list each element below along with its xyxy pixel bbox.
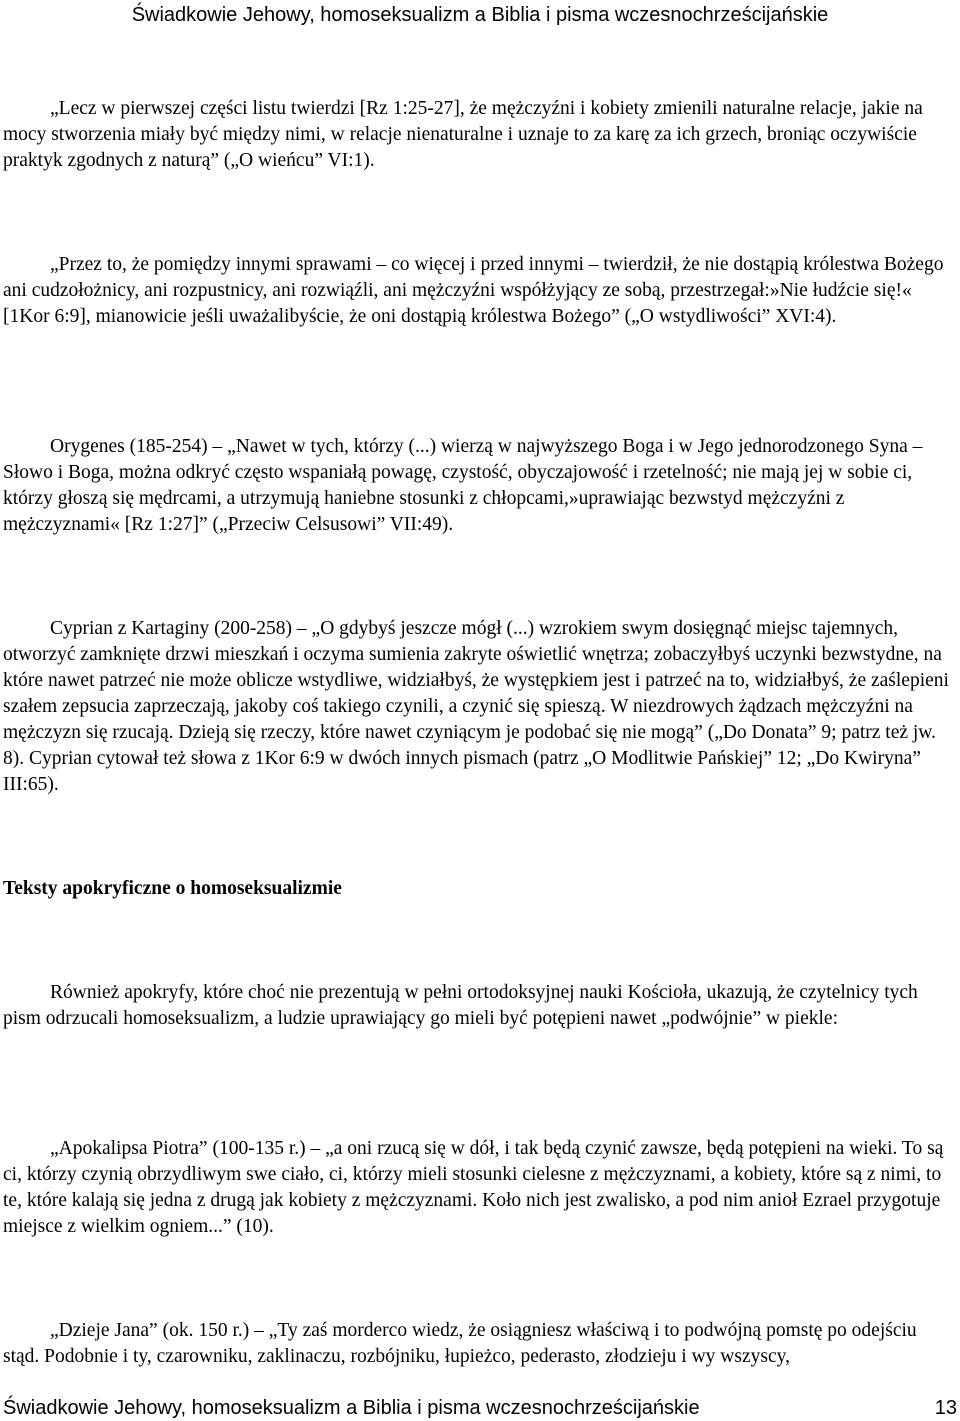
paragraph-apocalypse-of-peter: [3, 1136, 957, 1240]
paragraph-tertullian-wreath: [3, 96, 957, 174]
paragraph-tertullian-modesty: [3, 252, 957, 330]
running-footer: [0, 1395, 960, 1421]
paragraph-origen: [3, 434, 957, 538]
paragraph-text: „Lecz w pierwszej części listu twierdzi [Rz 1:25-27], że mężczyźni i kobiety zmienili naturalne relacje, jakie na mocy stworzenia miały być między nimi, w relacje nienaturalne i uznaje to za karę za ich grzech, broniąc oczywiście praktyk zgodnych z naturą” („O wieńcu” VI:1).: [3, 98, 923, 171]
paragraph-text: „Apokalipsa Piotra” (100-135 r.) – „a oni rzucą się w dół, i tak będą czynić zawsze, będą potępieni na wieki. To są ci, którzy czynią obrzydliwym swe ciało, ci, którzy mieli stosunki cielesne z mężczyznami, a kobiety, które są z nimi, to te, które kalają się jedna z drugą jak kobiety z mężczyznami. Koło nich jest zwalisko, a pod nim anioł Ezrael przygotuje miejsce z wielkim ogniem...” (10).: [3, 1138, 944, 1237]
paragraph-acts-of-john: [3, 1318, 957, 1370]
running-header: Świadkowie Jehowy, homoseksualizm a Biblia i pisma wczesnochrześcijańskie: [131, 4, 829, 26]
paragraph-apocrypha-intro: [3, 980, 957, 1032]
paragraph-cyprian: [3, 616, 957, 798]
paragraph-text: Cyprian z Kartaginy (200-258) – „O gdybyś jeszcze mógł (...) wzrokiem swym dosięgnąć miejsc tajemnych, otworzyć zamknięte drzwi mieszkań i oczyma sumienia zakryte oświetlić wnętrza; zobaczyłbyś uczynki bezwstydne, na które nawet patrzeć nie może oblicze wstydliwe, widziałbyś, że występkiem jest i patrzeć na to, widziałbyś, że zaślepieni szałem zepsucia zaprzeczają, jakoby coś takiego czynili, a czynić się spieszą. W niezdrowych żądzach mężczyźni na mężczyzn się rzucają. Dzieją się rzeczy, które nawet czyniącym je podobać się nie mogą” („Do Donata” 9; patrz też jw. 8). Cyprian cytował też słowa z 1Kor 6:9 w dwóch innych pismach (patrz „O Modlitwie Pańskiej” 12; „Do Kwiryna” III:65).: [3, 618, 949, 795]
paragraph-text: Orygenes (185-254) – „Nawet w tych, którzy (...) wierzą w najwyższego Boga i w Jego jednorodzonego Syna – Słowo i Boga, można odkryć często wspaniałą powagę, czystość, obyczajowość i rzetelność; nie mają jej w sobie ci, którzy głoszą się mędrcami, a utrzymują haniebne stosunki z chłopcami,»uprawiając bezwstyd mężczyźni z mężczyznami« [Rz 1:27]” („Przeciw Celsusowi” VII:49).: [3, 436, 923, 535]
footer-title: Świadkowie Jehowy, homoseksualizm a Biblia i pisma wczesnochrześcijańskie: [3, 1397, 700, 1419]
paragraph-text: „Dzieje Jana” (ok. 150 r.) – „Ty zaś morderco wiedz, że osiągniesz właściwą i to podwójną pomstę po odejściu stąd. Podobnie i ty, czarowniku, zaklinaczu, rozbójniku, łupieżco, pederasto, złodzieju i wy wszyscy,: [3, 1320, 917, 1367]
page-number: 13: [934, 1397, 957, 1419]
paragraph-text: Również apokryfy, które choć nie prezentują w pełni ortodoksyjnej nauki Kościoła, ukazują, że czytelnicy tych pism odrzucali homoseksualizm, a ludzie uprawiający go mieli być potępieni nawet „podwójnie” w piekle:: [3, 982, 918, 1029]
section-heading: Teksty apokryficzne o homoseksualizmie: [3, 878, 342, 899]
paragraph-text: „Przez to, że pomiędzy innymi sprawami – co więcej i przed innymi – twierdził, że nie dostąpią królestwa Bożego ani cudzołożnicy, ani rozpustnicy, ani rozwiąźli, ani mężczyźni współżyjący ze sobą, przestrzegał:»Nie łudźcie się!« [1Kor 6:9], mianowicie jeśli uważalibyście, że oni dostąpią królestwa Bożego” („O wstydliwości” XVI:4).: [3, 254, 944, 327]
